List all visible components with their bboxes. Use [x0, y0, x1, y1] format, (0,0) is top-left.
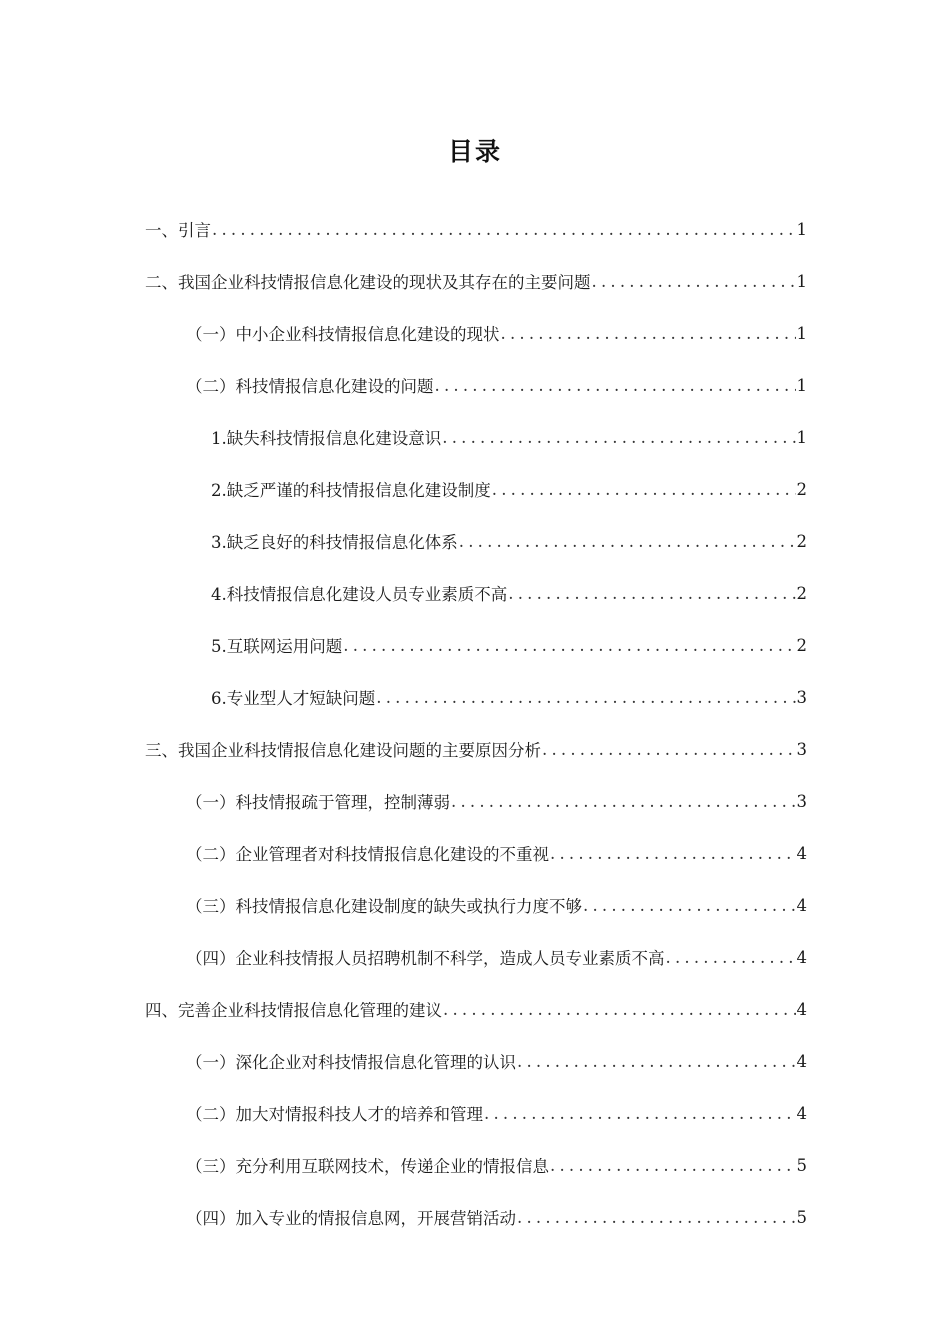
toc-dot-leader	[550, 844, 796, 863]
toc-dot-leader	[451, 792, 796, 811]
toc-dot-leader	[442, 428, 795, 447]
toc-dot-leader	[542, 740, 796, 759]
toc-entry[interactable]	[0, 879, 950, 931]
toc-entry-text: （一）科技情报疏于管理，控制薄弱	[186, 793, 450, 812]
toc-dot-leader	[459, 532, 796, 551]
toc-dot-leader	[592, 272, 796, 291]
toc-entry[interactable]	[0, 567, 950, 619]
toc-entry-text: 3.缺乏良好的科技情报信息化体系	[211, 533, 458, 552]
toc-entry[interactable]	[0, 827, 950, 879]
toc-entry-text: （二）企业管理者对科技情报信息化建设的不重视	[186, 845, 549, 864]
toc-entry[interactable]	[0, 411, 950, 463]
toc-entry[interactable]	[0, 515, 950, 567]
toc-page-number: 4	[796, 999, 807, 1019]
toc-dot-leader	[343, 636, 795, 655]
toc-page-number: 1	[796, 271, 807, 291]
toc-entry-text: （四）企业科技情报人员招聘机制不科学，造成人员专业素质不高	[186, 949, 665, 968]
toc-entry-text: （三）充分利用互联网技术，传递企业的情报信息	[186, 1157, 549, 1176]
toc-entry[interactable]	[0, 1087, 950, 1139]
toc-page-number: 1	[796, 375, 807, 395]
toc-page-number: 4	[796, 947, 807, 967]
toc-page-number: 1	[796, 427, 807, 447]
toc-dot-leader	[517, 1208, 796, 1227]
toc-title: 目录	[447, 137, 502, 166]
toc-page-number: 2	[796, 531, 807, 551]
toc-dot-leader	[583, 896, 796, 915]
toc-dot-leader	[376, 688, 795, 707]
toc-entry[interactable]	[0, 983, 950, 1035]
toc-page-number: 2	[796, 635, 807, 655]
toc-entry[interactable]	[0, 1191, 950, 1243]
toc-page-number: 4	[796, 843, 807, 863]
toc-entry-text: 一、引言	[145, 221, 211, 240]
toc-entry[interactable]	[0, 359, 950, 411]
toc-dot-leader	[492, 480, 796, 499]
toc-entry-text: （一）深化企业对科技情报信息化管理的认识	[186, 1053, 516, 1072]
toc-entry-text: （四）加入专业的情报信息网，开展营销活动	[186, 1209, 516, 1228]
toc-dot-leader	[666, 948, 796, 967]
toc-entry-text: 5.互联网运用问题	[211, 637, 343, 656]
toc-page-number: 3	[796, 739, 807, 759]
toc-page-number: 1	[796, 219, 807, 239]
toc-list	[0, 203, 950, 1243]
toc-entry-text: （二）加大对情报科技人才的培养和管理	[186, 1105, 483, 1124]
toc-page-number: 2	[796, 583, 807, 603]
toc-entry-text: （一）中小企业科技情报信息化建设的现状	[186, 325, 500, 344]
toc-dot-leader	[443, 1000, 796, 1019]
toc-page-number: 5	[796, 1207, 807, 1227]
toc-dot-leader	[435, 376, 796, 395]
toc-entry[interactable]	[0, 931, 950, 983]
toc-dot-leader	[517, 1052, 796, 1071]
toc-entry-text: 6.专业型人才短缺问题	[211, 689, 376, 708]
toc-page-number: 5	[796, 1155, 807, 1175]
toc-entry[interactable]	[0, 203, 950, 255]
toc-entry[interactable]	[0, 723, 950, 775]
toc-dot-leader	[501, 324, 796, 343]
toc-page-number: 3	[796, 791, 807, 811]
toc-entry[interactable]	[0, 775, 950, 827]
toc-entry[interactable]	[0, 671, 950, 723]
toc-entry[interactable]	[0, 619, 950, 671]
toc-entry-text: （三）科技情报信息化建设制度的缺失或执行力度不够	[186, 897, 582, 916]
toc-entry-text: 四、完善企业科技情报信息化管理的建议	[145, 1001, 442, 1020]
toc-entry[interactable]	[0, 1139, 950, 1191]
toc-entry[interactable]	[0, 463, 950, 515]
toc-page-number: 1	[796, 323, 807, 343]
toc-entry-text: 二、我国企业科技情报信息化建设的现状及其存在的主要问题	[145, 273, 591, 292]
toc-dot-leader	[212, 220, 796, 239]
toc-entry-text: 4.科技情报信息化建设人员专业素质不高	[211, 585, 508, 604]
toc-page-number: 4	[796, 1051, 807, 1071]
toc-dot-leader	[508, 584, 795, 603]
toc-dot-leader	[550, 1156, 796, 1175]
toc-entry-text: 1.缺失科技情报信息化建设意识	[211, 429, 442, 448]
toc-page-number: 2	[796, 479, 807, 499]
toc-entry[interactable]	[0, 307, 950, 359]
toc-page-number: 4	[796, 1103, 807, 1123]
toc-entry-text: 三、我国企业科技情报信息化建设问题的主要原因分析	[145, 741, 541, 760]
toc-entry[interactable]	[0, 1035, 950, 1087]
toc-page-number: 3	[796, 687, 807, 707]
toc-entry[interactable]	[0, 255, 950, 307]
toc-entry-text: （二）科技情报信息化建设的问题	[186, 377, 434, 396]
toc-page-number: 4	[796, 895, 807, 915]
toc-dot-leader	[484, 1104, 796, 1123]
toc-entry-text: 2.缺乏严谨的科技情报信息化建设制度	[211, 481, 491, 500]
